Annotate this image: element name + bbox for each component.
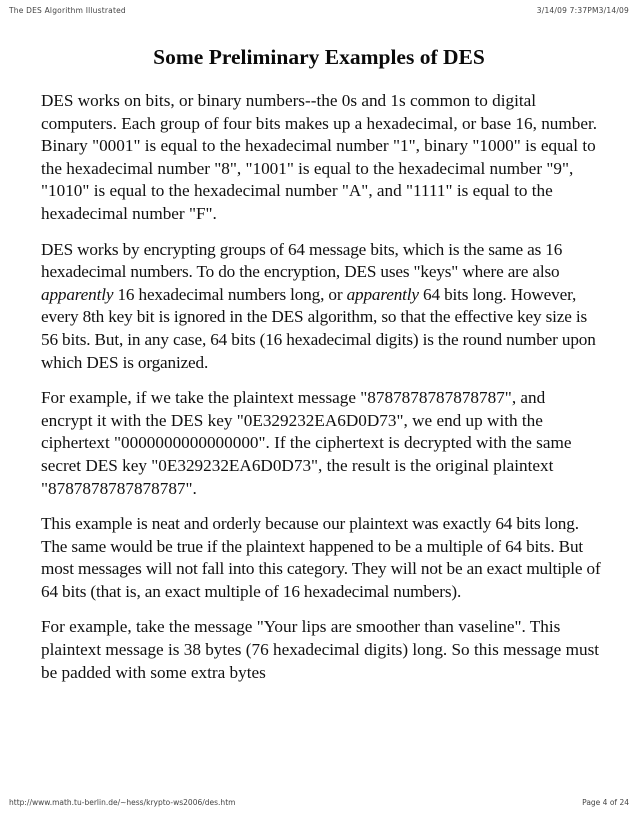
page-title: Some Preliminary Examples of DES — [153, 45, 485, 69]
print-timestamp: 3/14/09 7:37PM3/14/09 — [536, 6, 629, 15]
paragraph-multiple-of-64: This example is neat and orderly because our plaintext was exactly 64 bits long. The same would be true if the plaintext happened to be a multiple of 64 bits. But most messages will not fall into this category. They will not be an exact multiple of 64 bits (that is, an exact multiple of 16 hexadecimal numbers). — [41, 514, 601, 601]
paragraph-text: 64 bits long. However, every 8th key bit is ignored in the DES algorithm, so that the effective key size is 56 bits. But, in any case, 64 bits (16 hexadecimal digits) is the round number upon which DES is organized. — [41, 284, 596, 372]
emphasis-text: apparently — [41, 284, 114, 304]
emphasis-text: apparently — [346, 284, 419, 304]
paragraph-key-size — [41, 239, 601, 375]
paragraph-binary-hex: DES works on bits, or binary numbers--the 0s and 1s common to digital computers. Each group of four bits makes up a hexadecimal, or base 16, number. Binary "0001" is equal to the hexadecimal number "1", binary "1000" is equal to the hexadecimal number "8", "1001" is equal to the hexadecimal number "9", "1010" is equal to the hexadecimal number "A", and "1111" is equal to the hexadecimal number "F". — [41, 91, 598, 223]
article-body — [41, 90, 601, 697]
page-footer — [9, 798, 629, 810]
page-number: Page 4 of 24 — [582, 798, 629, 807]
page-header — [9, 6, 629, 18]
document-title: The DES Algorithm Illustrated — [9, 6, 126, 15]
paragraph-text: 16 hexadecimal numbers long, or — [113, 284, 347, 304]
paragraph-example-encryption: For example, if we take the plaintext message "8787878787878787", and encrypt it with the DES key "0E329232EA6D0D73", we end up with the ciphertext "0000000000000000". If the ciphertext is decrypted with the same secret DES key "0E329232EA6D0D73", the result is the original plaintext "8787878787878787". — [41, 388, 572, 498]
source-url-link[interactable]: http://www.math.tu-berlin.de/~hess/krypto-ws2006/des.htm — [9, 798, 236, 807]
paragraph-padding-example: For example, take the message "Your lips are smoother than vaseline". This plaintext message is 38 bytes (76 hexadecimal digits) long. So this message must be padded with some extra bytes — [41, 617, 600, 682]
paragraph-text: DES works by encrypting groups of 64 message bits, which is the same as 16 hexadecimal numbers. To do the encryption, DES uses "keys" where are also — [41, 239, 563, 282]
